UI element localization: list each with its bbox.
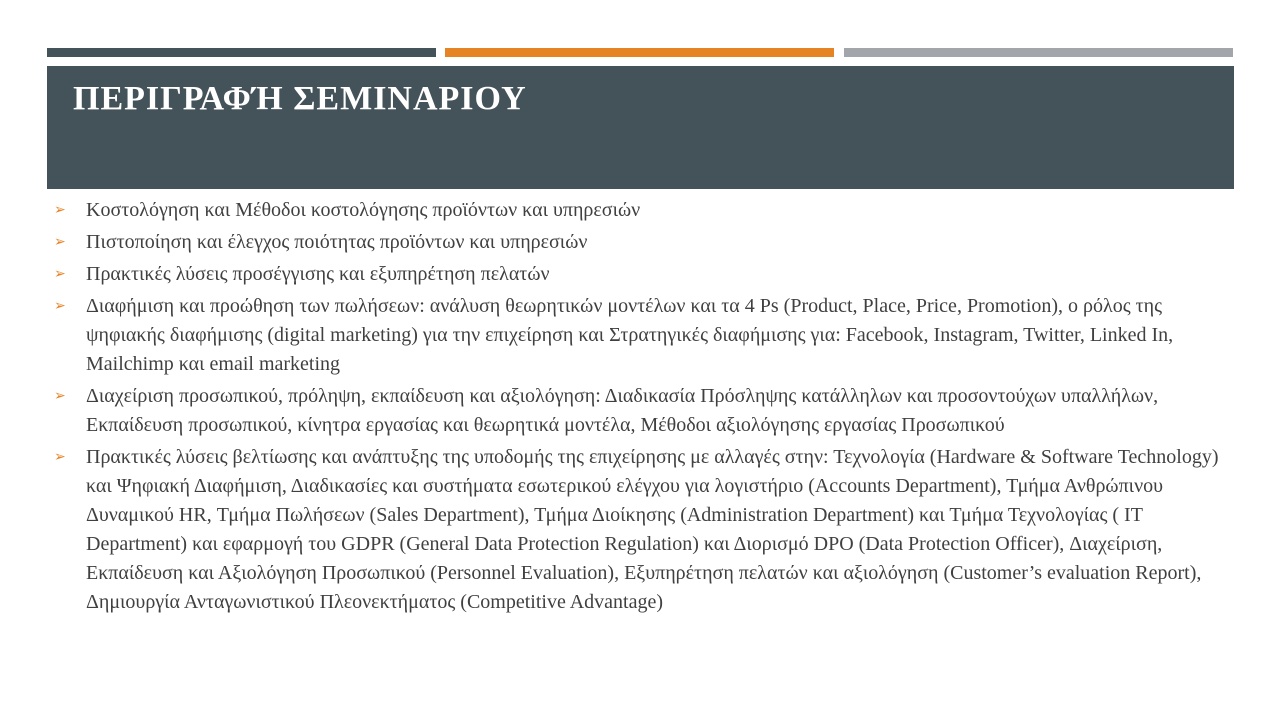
bullet-item	[54, 382, 1224, 440]
slide-title: ΠΕΡΙΓΡΑΦΉ ΣΕΜΙΝΑΡΙΟΥ	[73, 80, 527, 117]
bullet-item	[54, 196, 1224, 225]
arrowhead-bullet-icon: ➢	[54, 388, 66, 404]
arrowhead-bullet-icon: ➢	[54, 202, 66, 218]
accent-bar-dark	[47, 48, 436, 57]
bullet-text: Πιστοποίηση και έλεγχος ποιότητας προϊόντων και υπηρεσιών	[86, 231, 588, 253]
arrowhead-bullet-icon: ➢	[54, 298, 66, 314]
arrowhead-bullet-icon: ➢	[54, 449, 66, 465]
bullet-text: Διαχείριση προσωπικού, πρόληψη, εκπαίδευση και αξιολόγηση: Διαδικασία Πρόσληψης κατάλληλων και προσοντούχων υπαλλήλων, Εκπαίδευση προσωπικού, κίνητρα εργασίας και θεωρητικά μοντέλα, Μέθοδοι αξιολόγησης εργασίας Προσωπικού	[86, 385, 1159, 436]
bullet-list	[54, 196, 1224, 620]
bullet-item	[54, 292, 1224, 379]
accent-bar-gray	[844, 48, 1233, 57]
bullet-text: Διαφήμιση και προώθηση των πωλήσεων: ανάλυση θεωρητικών μοντέλων και τα 4 Ps (Product, Place, Price, Promotion), ο ρόλος της ψηφιακής διαφήμισης (digital marketing) για την επιχείρηση και Στρατηγικές διαφήμισης για: Facebook, Instagram, Twitter, Linked In, Mailchimp και email marketing	[86, 295, 1174, 375]
bullet-text: Πρακτικές λύσεις βελτίωσης και ανάπτυξης της υποδομής της επιχείρησης με αλλαγές στην: Τεχνολογία (Hardware & Software Technology) και Ψηφιακή Διαφήμιση, Διαδικασίες και συστήματα εσωτερικού ελέγχου για λογιστήριο (Accounts Department), Τμήμα Ανθρώπινου Δυναμικού HR, Τμήμα Πωλήσεων (Sales Department), Τμήμα Διοίκησης (Administration Department) και Τμήμα Τεχνολογίας ( IT Department) και εφαρμογή του GDPR (General Data Protection Regulation) και Διορισμό DPO (Data Protection Officer), Διαχείριση, Εκπαίδευση και Αξιολόγηση Προσωπικού (Personnel Evaluation), Εξυπηρέτηση πελατών και αξιολόγηση (Customer’s evaluation Report), Δημιουργία Ανταγωνιστικού Πλεονεκτήματος (Competitive Advantage)	[86, 446, 1219, 613]
arrowhead-bullet-icon: ➢	[54, 266, 66, 282]
bullet-text: Κοστολόγηση και Μέθοδοι κοστολόγησης προϊόντων και υπηρεσιών	[86, 199, 641, 221]
bullet-item	[54, 228, 1224, 257]
bullet-item	[54, 443, 1224, 617]
arrowhead-bullet-icon: ➢	[54, 234, 66, 250]
title-band	[47, 66, 1234, 189]
bullet-text: Πρακτικές λύσεις προσέγγισης και εξυπηρέτηση πελατών	[86, 263, 550, 285]
accent-bar-orange	[445, 48, 834, 57]
bullet-item	[54, 260, 1224, 289]
